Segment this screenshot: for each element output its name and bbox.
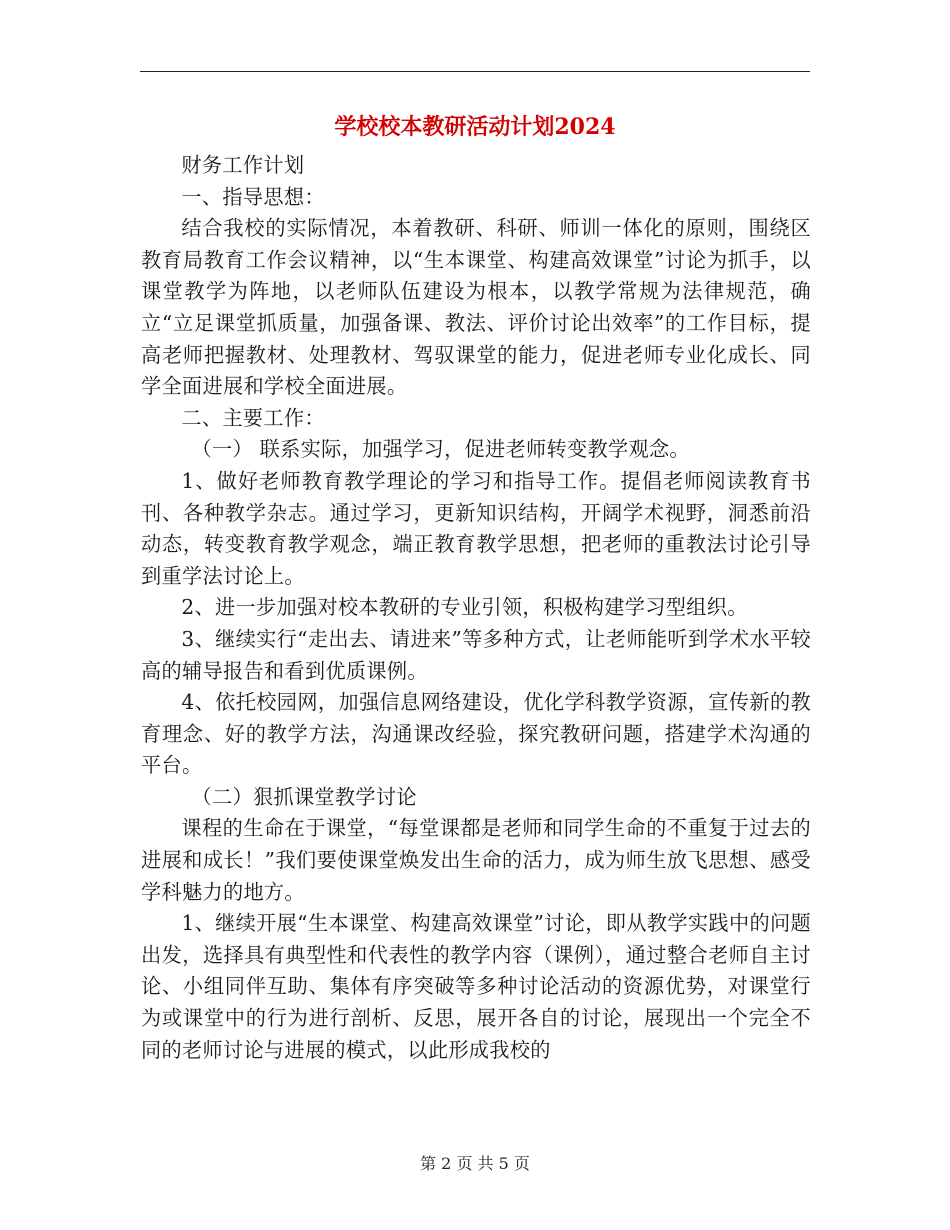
paragraph-guiding-ideas: 结合我校的实际情况，本着教研、科研、师训一体化的原则，围绕区教育局教育工作会议精神，以“生本课堂、构建高效课堂”讨论为抓手，以课堂教学为阵地，以老师队伍建设为根本，以教学常规为法律规范，确立“立足课堂抓质量，加强备课、教法、评价讨论出效率”的工作目标，提高老师把握教材、处理教材、驾驭课堂的能力，促进老师专业化成长、同学全面进展和学校全面进展。 [141,216,811,399]
heading-main-work: 二、主要工作： [181,405,325,430]
heading-guiding-ideas: 一、指导思想： [181,184,325,209]
subheading-classroom: （二）狠抓课堂教学讨论 [191,784,417,809]
paragraph-classroom-item-1: 1、继续开展“生本课堂、构建高效课堂”讨论，即从教学实践中的问题出发，选择具有典型性和代表性的教学内容（课例），通过整合老师自主讨论、小组同伴互助、集体有序突破等多种讨论活动的资源优势，对课堂行为或课堂中的行为进行剖析、反思，展开各自的讨论，展现出一个完全不同的老师讨论与进展的模式，以此形成我校的 [141,911,811,1062]
page-number: 第 2 页 共 5 页 [420,1154,530,1173]
paragraph-item-4: 4、依托校园网，加强信息网络建设，优化学科教学资源，宣传新的教育理念、好的教学方法，沟通课改经验，探究教研问题，搭建学术沟通的平台。 [141,690,811,778]
paragraph-classroom-intro: 课程的生命在于课堂，“每堂课都是老师和同学生命的不重复于过去的进展和成长！”我们要使课堂焕发出生命的活力，成为师生放飞思想、感受学科魅力的地方。 [141,816,811,904]
header-rule [140,71,810,72]
paragraph-item-2: 2、进一步加强对校本教研的专业引领，积极构建学习型组织。 [181,595,748,620]
paragraph-item-1: 1、做好老师教育教学理论的学习和指导工作。提倡老师阅读教育书刊、各种教学杂志。通过学习，更新知识结构，开阔学术视野，洞悉前沿动态，转变教育教学观念，端正教育教学思想，把老师的重教法讨论引导到重学法讨论上。 [141,468,811,588]
document-body [141,150,811,1066]
paragraph-section-label: 财务工作计划 [181,153,305,177]
subheading-learning: （一） 联系实际，加强学习，促进老师转变教学观念。 [191,437,690,462]
paragraph-item-3: 3、继续实行“走出去、请进来”等多种方式，让老师能听到学术水平较高的辅导报告和看到优质课例。 [141,626,811,683]
document-title: 学校校本教研活动计划2024 [334,114,616,140]
